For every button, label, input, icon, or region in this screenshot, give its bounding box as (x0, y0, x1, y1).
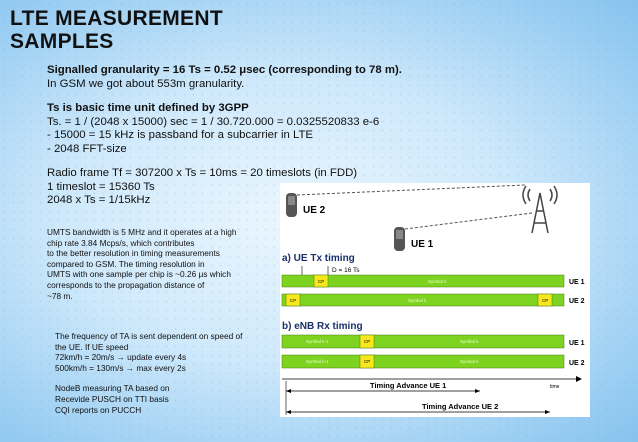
ta-ue1-arrow-right-icon (475, 389, 480, 393)
ue2-tx-cp-label: CP (290, 298, 297, 303)
timeslot-line: 1 timeslot = 15360 Ts (47, 180, 155, 193)
umts-line-5: UMTS with one sample per chip is ~0.26 μs which (47, 269, 231, 280)
granularity-line: Signalled granularity = 16 Ts = 0.52 μsec (corresponding to 78 m). (47, 64, 402, 76)
time-axis-arrow-icon (576, 376, 582, 382)
title-line-2: SAMPLES (10, 30, 114, 53)
ta-line-3: 72km/h = 20m/s → update every 4s (55, 352, 187, 363)
subcarrier-line: 2048 x Ts = 1/15kHz (47, 194, 151, 206)
ta-ue1-label: Timing Advance UE 1 (370, 381, 447, 390)
umts-line-3: to the better resolution in timing measurements (47, 248, 220, 259)
ta-line-5: NodeB measuring TA based on (55, 383, 170, 394)
ta-ue1-arrow-left-icon (286, 389, 291, 393)
ue2-label: UE 2 (303, 205, 326, 216)
ta-ue2-arrow-right-icon (545, 410, 550, 414)
row-ue2-label-a: UE 2 (569, 298, 585, 305)
row-ue1-label-a: UE 1 (569, 279, 585, 286)
ue2-tx-symbol-label: Symbol k (408, 298, 427, 303)
radio-frame-line: Radio frame Tf = 307200 x Ts = 10ms = 20 timeslots (in FDD) (47, 167, 358, 179)
ue1-rx-symbol-label: Symbol k (460, 339, 479, 344)
ts-formula-line: Ts. = 1 / (2048 x 15000) sec = 1 / 30.720.000 = 0.0325520833 e-6 (47, 115, 380, 128)
gsm-line: In GSM we got about 553m granularity. (47, 77, 245, 90)
ta-ue2-label: Timing Advance UE 2 (422, 402, 499, 411)
ue2-link (297, 185, 525, 195)
umts-line-2: chip rate 3.84 Mcps/s, which contributes (47, 237, 195, 248)
ue1-tx-symbol-label: Symbol k (428, 279, 447, 284)
title-line-1: LTE MEASUREMENT (10, 7, 223, 30)
ue2-rx-cp-label: CP (364, 359, 371, 364)
ue2-tx-cp-label-2: CP (542, 298, 549, 303)
d-label: D = 16 Ts (332, 267, 360, 274)
time-axis-label: time (550, 384, 560, 390)
ue1-label: UE 1 (411, 239, 434, 250)
row-ue2-label-b: UE 2 (569, 360, 585, 367)
fft-line: - 2048 FFT-size (47, 142, 127, 155)
umts-line-6: corresponds to the propagation distance of (47, 279, 205, 290)
ta-line-7: CQI reports on PUCCH (55, 404, 142, 415)
antenna-tower-icon (523, 186, 557, 233)
ue1-rx-cp-label: CP (364, 339, 371, 344)
ue1-link (405, 213, 532, 229)
ue1-tx-cp-label: CP (318, 279, 325, 284)
ta-line-2: the UE. If UE speed (55, 341, 129, 352)
ts-definition-heading: Ts is basic time unit defined by 3GPP (47, 102, 249, 114)
ue2-phone-icon (286, 193, 297, 217)
section-a-title: a) UE Tx timing (282, 253, 355, 264)
ta-line-1: The frequency of TA is sent dependent on speed of (55, 331, 243, 341)
row-ue1-label-b: UE 1 (569, 340, 585, 347)
ue2-rx-symbol-prev-label: Symbol k-1 (306, 359, 329, 364)
ue2-rx-symbol-label: Symbol k (460, 359, 479, 364)
umts-line-7: ~78 m. (47, 290, 73, 301)
ue1-phone-icon (394, 227, 405, 251)
passband-line: - 15000 = 15 kHz is passband for a subcarrier in LTE (47, 129, 314, 141)
ta-line-6: Recevide PUSCH on TTI basis (55, 393, 169, 404)
ta-ue2-arrow-left-icon (286, 410, 291, 414)
ue1-rx-symbol-prev-label: Symbol k-1 (306, 339, 329, 344)
ta-line-4: 500km/h = 130m/s → max every 2s (55, 362, 186, 373)
timing-advance-diagram (280, 183, 590, 417)
slide-title (10, 7, 223, 53)
ta-note (55, 331, 280, 415)
section-b-title: b) eNB Rx timing (282, 321, 363, 332)
umts-line-1: UMTS bandwidth is 5 MHz and it operates at a high (47, 227, 237, 237)
umts-line-4: compared to GSM. The timing resolution in (47, 258, 205, 269)
umts-note (47, 227, 272, 301)
